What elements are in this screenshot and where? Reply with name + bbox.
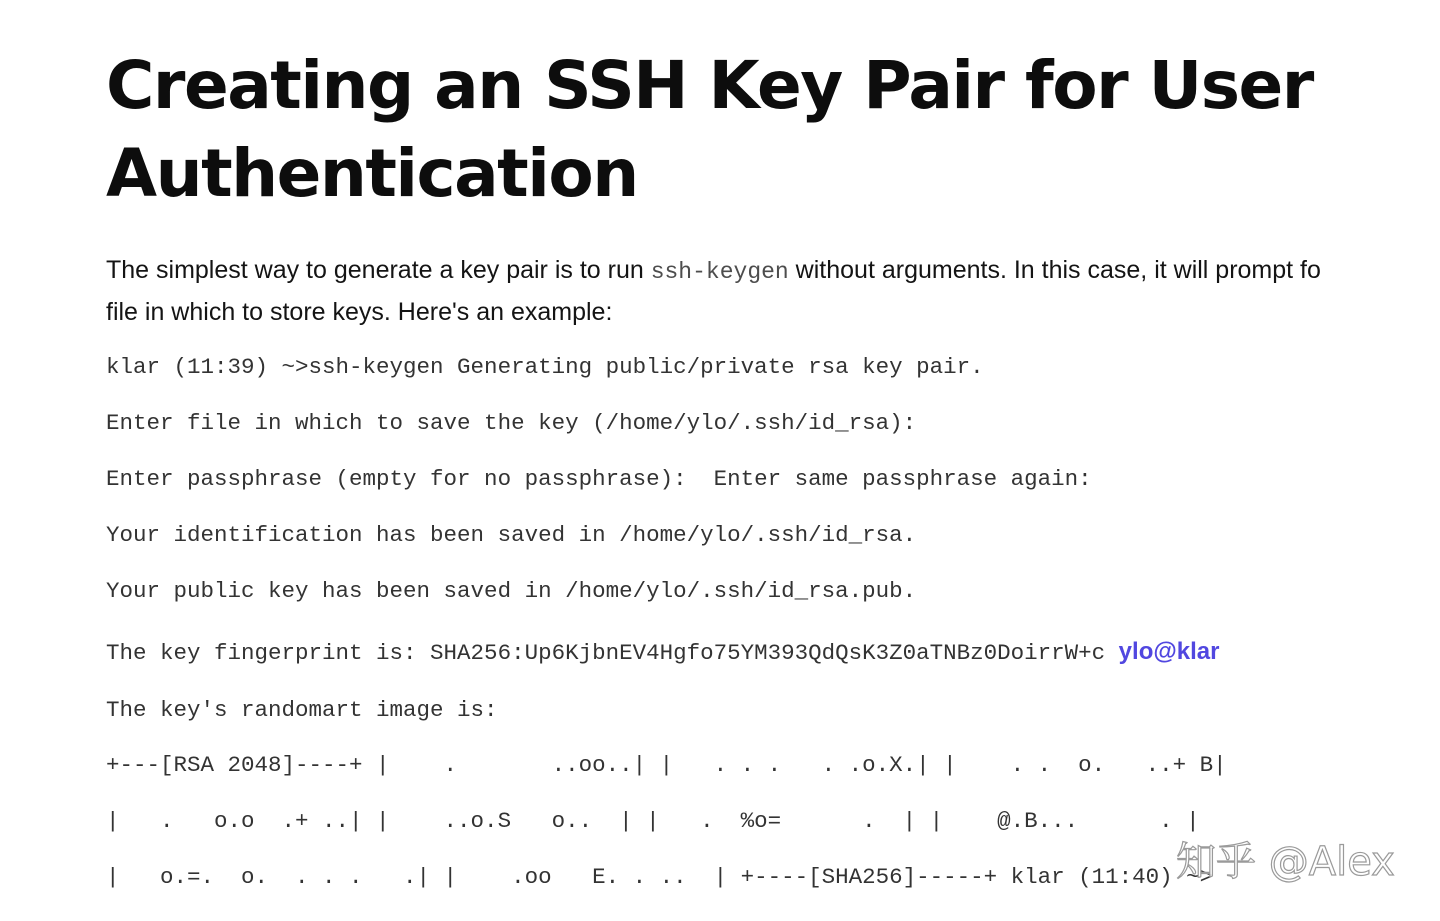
randomart-line-1: +---[RSA 2048]----+ | . ..oo..| | . . . . .o.X.| | . . o. ..+ B| <box>106 752 1227 778</box>
terminal-line-public-key: Your public key has been saved in /home/ylo/.ssh/id_rsa.pub. <box>106 578 917 604</box>
zhihu-watermark: 知乎 @Alex <box>1176 839 1395 885</box>
randomart-line-3: | o.=. o. . . . .| | .oo E. . .. | +----[SHA256]-----+ klar (11:40) ~> <box>106 864 1214 890</box>
intro-line-2: file in which to store keys. Here's an example: <box>106 298 613 326</box>
article-title: Creating an SSH Key Pair for User Authentication <box>106 47 1313 212</box>
intro-paragraph <box>106 250 1440 332</box>
terminal-line-fingerprint <box>106 637 1219 668</box>
inline-code-ssh-keygen: ssh-keygen <box>650 259 789 285</box>
fingerprint-text: The key fingerprint is: SHA256:Up6KjbnEV4Hgfo75YM393QdQsK3Z0aTNBz0DoirrW+c <box>106 640 1119 666</box>
terminal-line-passphrase: Enter passphrase (empty for no passphrase): Enter same passphrase again: <box>106 466 1092 492</box>
intro-text-before: The simplest way to generate a key pair is to run <box>106 256 651 284</box>
user-host-link[interactable]: ylo@klar <box>1118 638 1220 665</box>
terminal-line-randomart-label: The key's randomart image is: <box>106 697 498 723</box>
terminal-line-enter-file: Enter file in which to save the key (/home/ylo/.ssh/id_rsa): <box>106 410 917 436</box>
terminal-line-identification: Your identification has been saved in /home/ylo/.ssh/id_rsa. <box>106 522 917 548</box>
terminal-line-keygen: klar (11:39) ~>ssh-keygen Generating public/private rsa key pair. <box>106 354 984 380</box>
intro-line-1 <box>106 250 1440 292</box>
intro-text-after: without arguments. In this case, it will prompt fo <box>788 256 1321 284</box>
randomart-line-2: | . o.o .+ ..| | ..o.S o.. | | . %o= . | | @.B... . | <box>106 808 1200 834</box>
